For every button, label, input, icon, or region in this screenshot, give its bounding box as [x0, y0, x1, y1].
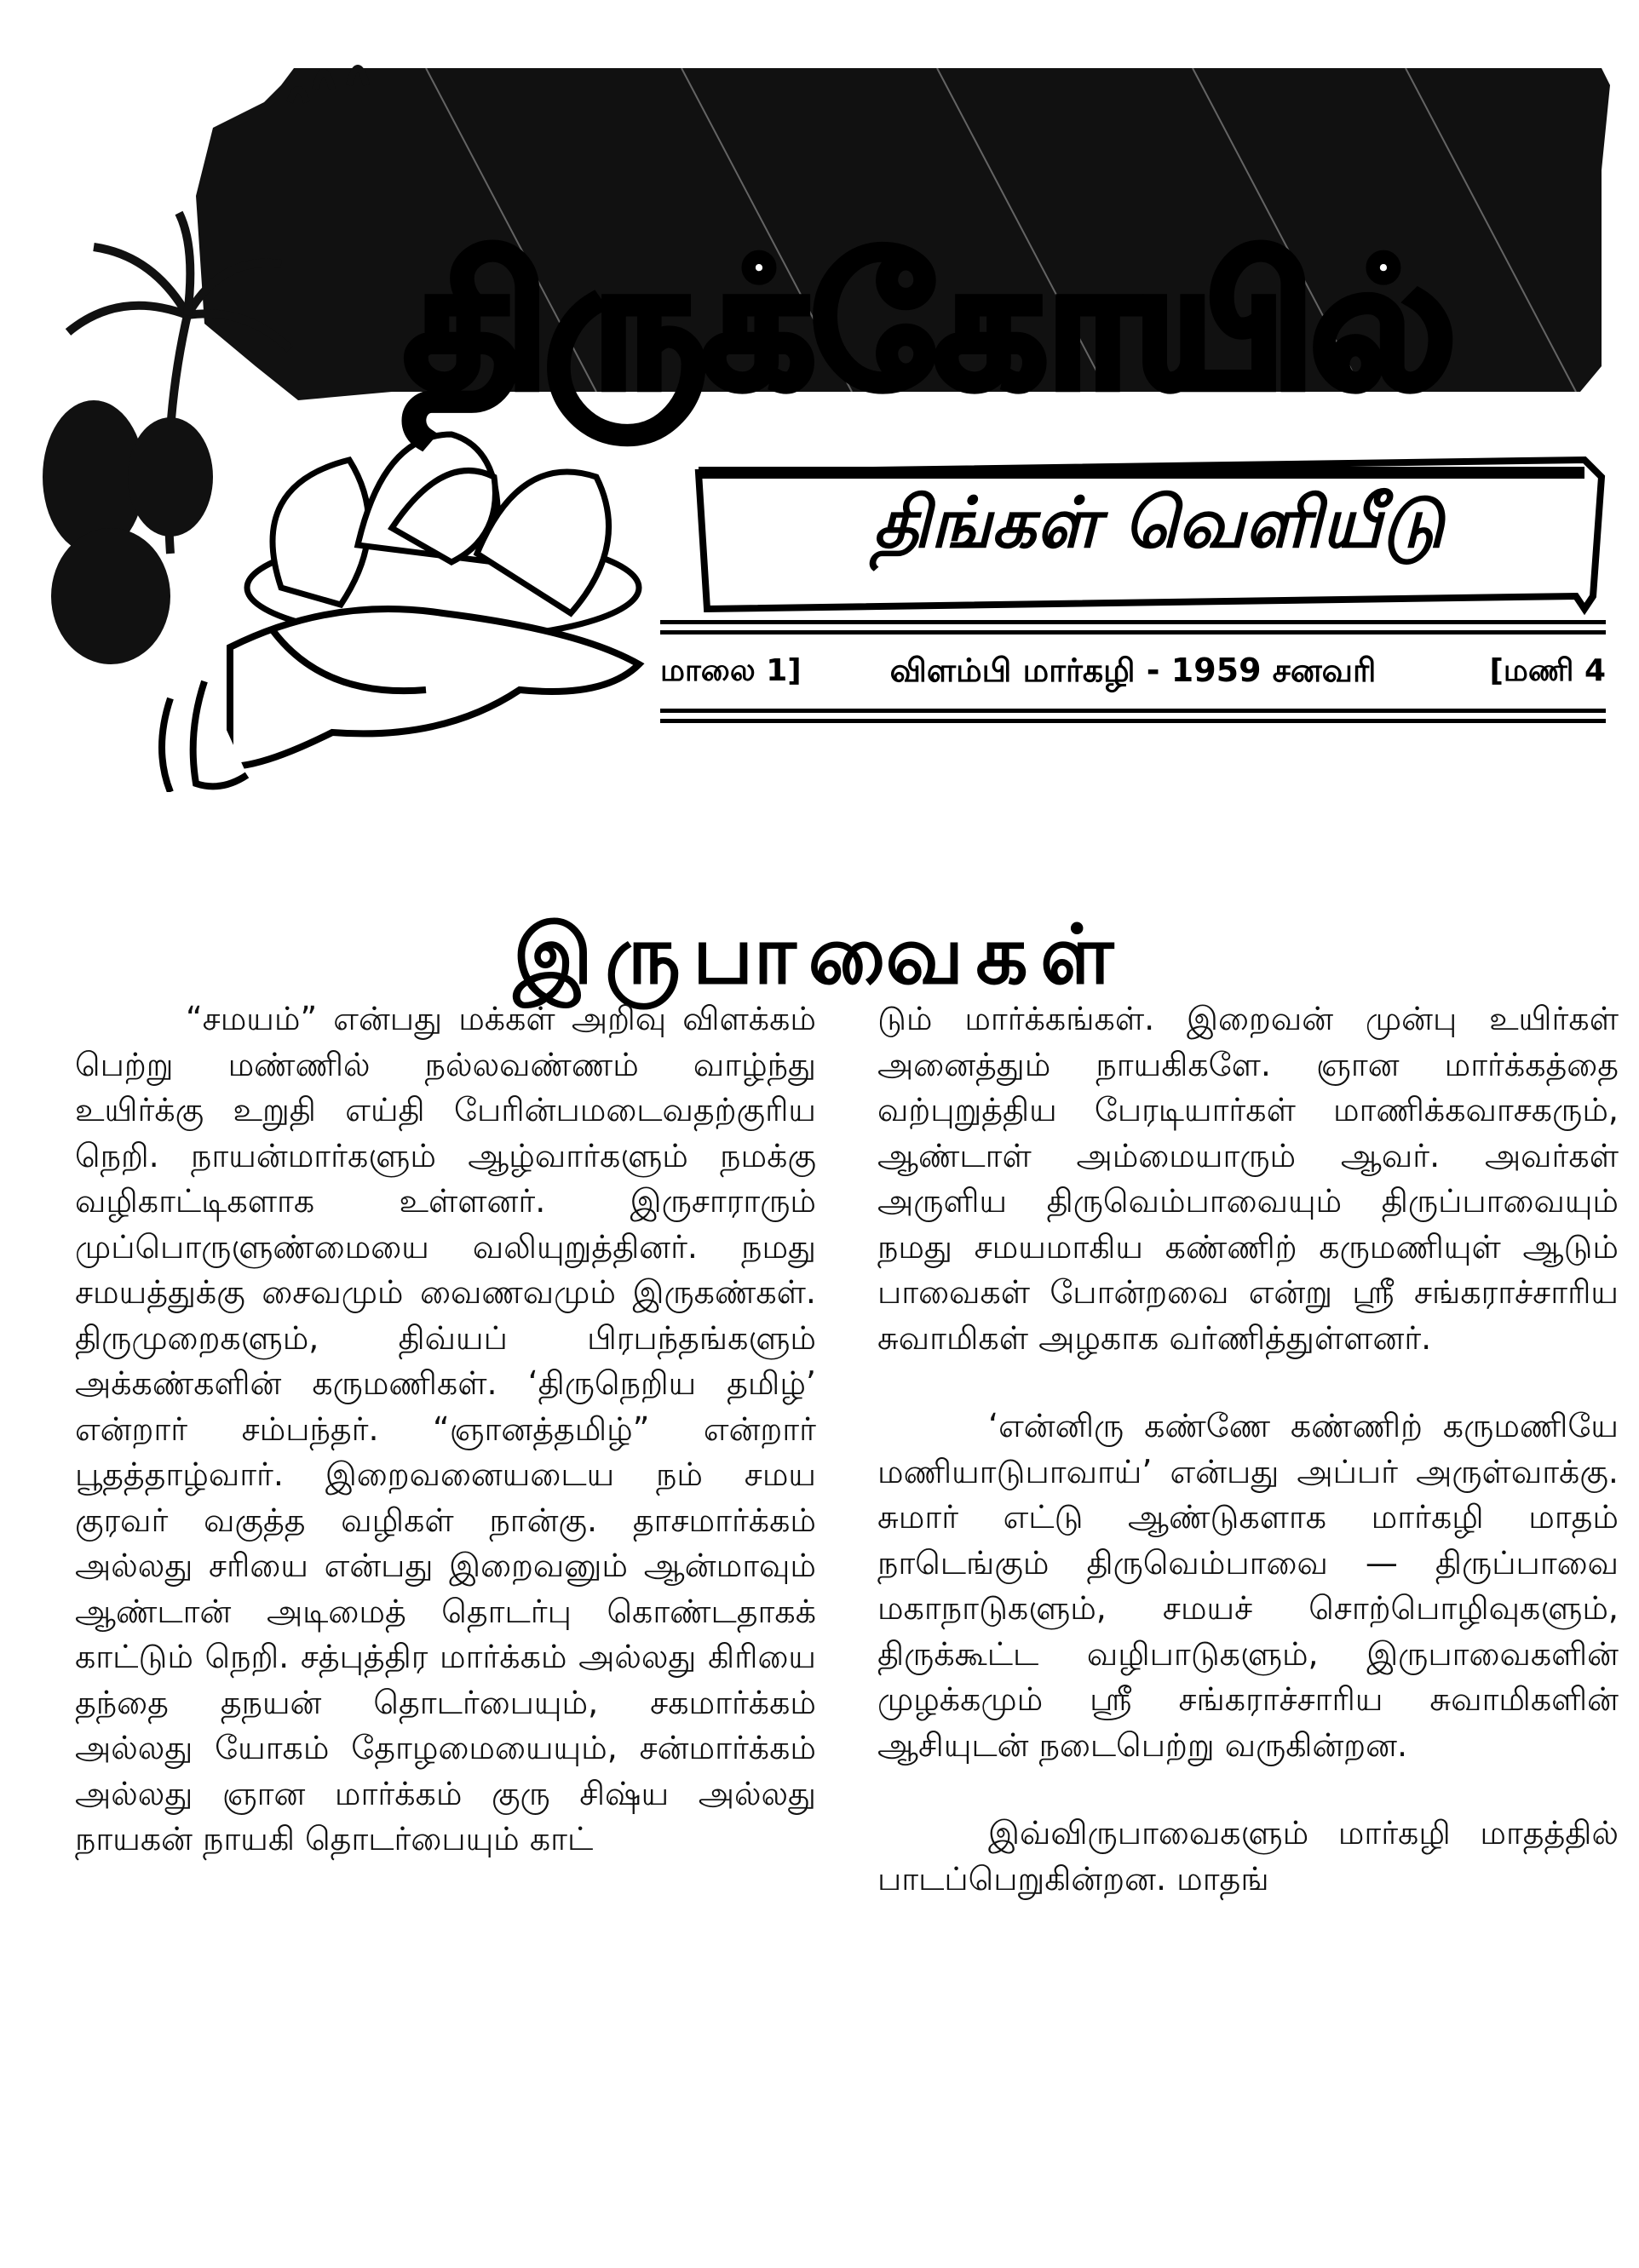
article-title: இருபாவைகள்	[513, 906, 1126, 1003]
article-column-left	[75, 996, 816, 1905]
magazine-subtitle: திங்கள் வெளியீடு	[872, 483, 1445, 564]
paragraph: டும் மார்க்கங்கள். இறைவன் முன்பு உயிர்கள் அனைத்தும் நாயகிகளே. ஞான மார்க்கத்தை வற்புறுத்திய பேரடியார்கள் மாணிக்கவாசகரும், ஆண்டாள் அம்மையாரும் ஆவர். அவர்கள் அருளிய திருவெம்பாவையும் திருப்பாவையும் நமது சமயமாகிய கண்ணிற் கருமணியுள் ஆடும் பாவைகள் போன்றவை என்று ஸ்ரீ சங்கராச்சாரிய சுவாமிகள் அழகாக வர்ணித்துள்ளனர்.	[877, 1000, 1619, 1357]
issue-line	[660, 639, 1606, 707]
hand-illustration	[162, 609, 639, 792]
magazine-title: திருக்கோயில்	[405, 222, 1452, 427]
masthead	[0, 0, 1639, 792]
paragraph: ‘என்னிரு கண்ணே கண்ணிற் கருமணியே மணியாடுபாவாய்’ என்பது அப்பர் அருள்வாக்கு. சுமார் எட்டு ஆண்டுகளாக மார்கழி மாதம் நாடெங்கும் திருவெம்பாவை — திருப்பாவை மகாநாடுகளும், சமயச் சொற்பொழிவுகளும், திருக்கூட்ட வழிபாடுகளும், இருபாவைகளின் முழக்கமும் ஸ்ரீ சங்கராச்சாரிய சுவாமிகளின் ஆசியுடன் நடைபெற்று வருகின்றன.	[877, 1407, 1619, 1764]
paragraph: இவ்விருபாவைகளும் மார்கழி மாதத்தில் பாடப்பெறுகின்றன. மாதங்	[877, 1814, 1619, 1898]
volume-label: மாலை 1]	[660, 653, 802, 688]
issue-date: விளம்பி மார்கழி - 1959 சனவரி	[889, 652, 1377, 689]
paragraph: “சமயம்” என்பது மக்கள் அறிவு விளக்கம் பெற்று மண்ணில் நல்லவண்ணம் வாழ்ந்து உயிர்க்கு உறுதி எய்தி பேரின்பமடைவதற்குரிய நெறி. நாயன்மார்களும் ஆழ்வார்களும் நமக்கு வழிகாட்டிகளாக உள்ளனர். இருசாராரும் முப்பொருளுண்மையை வலியுறுத்தினர். நமது சமயத்துக்கு சைவமும் வைணவமும் இருகண்கள். திருமுறைகளும், திவ்யப் பிரபந்தங்களும் அக்கண்களின் கருமணிகள். ‘திருநெறிய தமிழ்’ என்றார் சம்பந்தர். “ஞானத்தமிழ்” என்றார் பூதத்தாழ்வார். இறைவனையடைய நம் சமய குரவர் வகுத்த வழிகள் நான்கு. தாசமார்க்கம் அல்லது சரியை என்பது இறைவனும் ஆன்மாவும் ஆண்டான் அடிமைத் தொடர்பு கொண்டதாகக் காட்டும் நெறி. சத்புத்திர மார்க்கம் அல்லது கிரியை தந்தை தநயன் தொடர்பையும், சகமார்க்கம் அல்லது யோகம் தோழமையையும், சன்மார்க்கம் அல்லது ஞான மார்க்கம் குரு சிஷ்ய அல்லது நாயகன் நாயகி தொடர்பையும் காட்	[75, 1000, 816, 1857]
issue-number: [மணி 4	[1489, 653, 1606, 688]
article-column-right	[877, 996, 1619, 1944]
foliage	[43, 400, 213, 664]
